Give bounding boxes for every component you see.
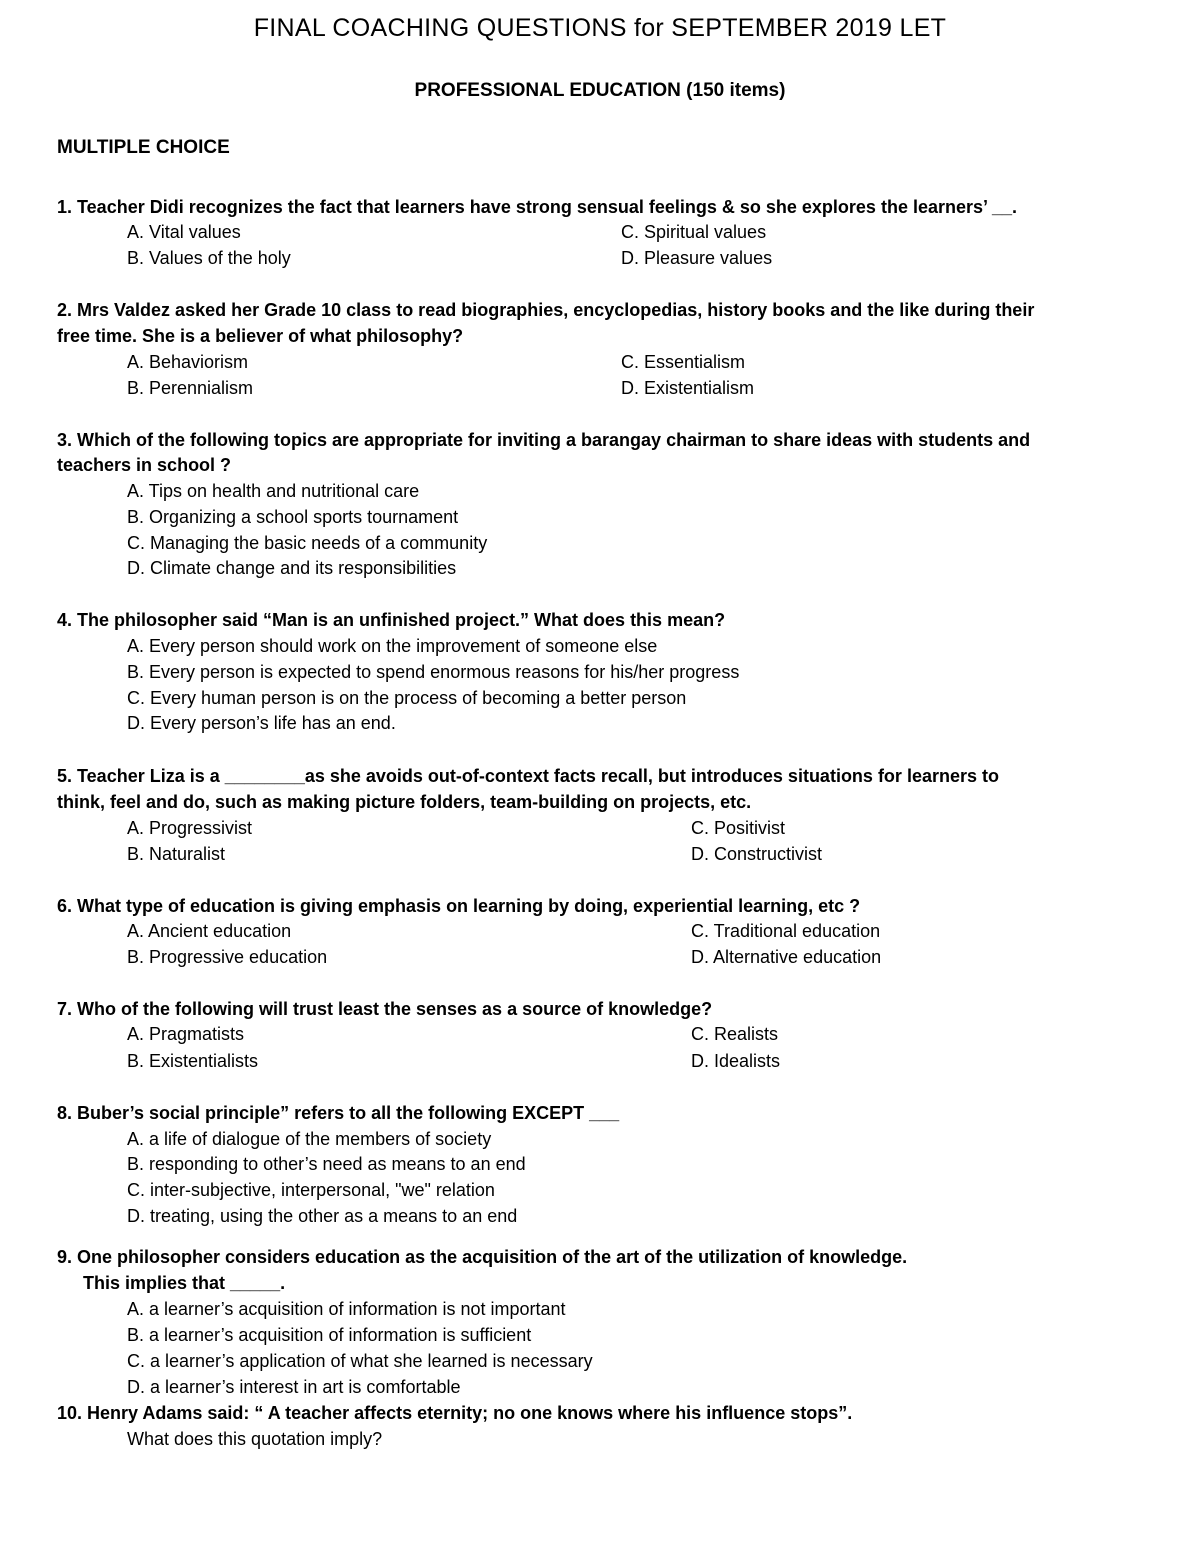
question-3-option-b: B. Organizing a school sports tournament xyxy=(127,507,459,527)
question-3-text-line-2: teachers in school ? xyxy=(57,455,232,475)
question-5-option-b: B. Naturalist xyxy=(127,844,226,864)
question-2-text-line-1: 2. Mrs Valdez asked her Grade 10 class to read biographies, encyclopedias, history books and the like during their xyxy=(57,300,1035,320)
question-7-option-d: D. Idealists xyxy=(691,1051,781,1071)
question-2-option-b: B. Perennialism xyxy=(127,378,254,398)
question-9-text-line-1: 9. One philosopher considers education as the acquisition of the art of the utilization of knowledge. xyxy=(57,1247,908,1267)
question-6-option-c: C. Traditional education xyxy=(691,921,881,941)
question-6-option-b: B. Progressive education xyxy=(127,947,328,967)
question-5-option-c: C. Positivist xyxy=(691,818,786,838)
question-5-option-d: D. Constructivist xyxy=(691,844,823,864)
question-3-option-a: A. Tips on health and nutritional care xyxy=(127,481,420,501)
question-10-followup: What does this quotation imply? xyxy=(127,1429,383,1449)
question-8-text: 8. Buber’s social principle” refers to all the following EXCEPT ___ xyxy=(57,1103,620,1123)
question-9-option-b: B. a learner’s acquisition of information is sufficient xyxy=(127,1325,532,1345)
document-title: FINAL COACHING QUESTIONS for SEPTEMBER 2019 LET xyxy=(253,14,947,42)
question-3-option-c: C. Managing the basic needs of a community xyxy=(127,533,488,553)
question-5-text-line-1: 5. Teacher Liza is a ________as she avoids out-of-context facts recall, but introduces situations for learners to xyxy=(57,766,999,786)
question-4-option-b: B. Every person is expected to spend enormous reasons for his/her progress xyxy=(127,662,740,682)
question-4-option-d: D. Every person’s life has an end. xyxy=(127,713,396,733)
question-9-text-line-2: This implies that _____. xyxy=(83,1273,286,1293)
question-1-text: 1. Teacher Didi recognizes the fact that learners have strong sensual feelings & so she explores the learners’ __. xyxy=(57,197,1018,217)
question-8-option-b: B. responding to other’s need as means to an end xyxy=(127,1154,526,1174)
question-6-option-d: D. Alternative education xyxy=(691,947,882,967)
question-1-option-d: D. Pleasure values xyxy=(621,248,773,268)
question-2-text-line-2: free time. She is a believer of what philosophy? xyxy=(57,326,464,346)
question-3-text-line-1: 3. Which of the following topics are appropriate for inviting a barangay chairman to share ideas with students and xyxy=(57,430,1031,450)
question-9-option-c: C. a learner’s application of what she learned is necessary xyxy=(127,1351,593,1371)
question-7-option-c: C. Realists xyxy=(691,1024,779,1044)
question-2-option-a: A. Behaviorism xyxy=(127,352,249,372)
question-8-option-c: C. inter-subjective, interpersonal, "we" relation xyxy=(127,1180,495,1200)
question-7-option-a: A. Pragmatists xyxy=(127,1024,245,1044)
question-7-text: 7. Who of the following will trust least the senses as a source of knowledge? xyxy=(57,999,713,1019)
question-7-option-b: B. Existentialists xyxy=(127,1051,259,1071)
question-4-text: 4. The philosopher said “Man is an unfinished project.” What does this mean? xyxy=(57,610,726,630)
question-1-option-c: C. Spiritual values xyxy=(621,222,767,242)
question-4-option-a: A. Every person should work on the improvement of someone else xyxy=(127,636,658,656)
question-2-option-c: C. Essentialism xyxy=(621,352,746,372)
section-heading: MULTIPLE CHOICE xyxy=(57,137,230,158)
question-6-option-a: A. Ancient education xyxy=(127,921,292,941)
question-5-option-a: A. Progressivist xyxy=(127,818,253,838)
question-5-text-line-2: think, feel and do, such as making picture folders, team-building on projects, etc. xyxy=(57,792,752,812)
question-4-option-c: C. Every human person is on the process of becoming a better person xyxy=(127,688,687,708)
question-2-option-d: D. Existentialism xyxy=(621,378,755,398)
question-1-option-b: B. Values of the holy xyxy=(127,248,291,268)
question-9-option-a: A. a learner’s acquisition of information is not important xyxy=(127,1299,566,1319)
question-6-text: 6. What type of education is giving emphasis on learning by doing, experiential learning, etc ? xyxy=(57,896,861,916)
question-10-text: 10. Henry Adams said: “ A teacher affects eternity; no one knows where his influence stops”. xyxy=(57,1403,853,1423)
question-8-option-a: A. a life of dialogue of the members of society xyxy=(127,1129,492,1149)
document-subtitle: PROFESSIONAL EDUCATION (150 items) xyxy=(414,80,786,101)
question-9-option-d: D. a learner’s interest in art is comfortable xyxy=(127,1377,461,1397)
question-3-option-d: D. Climate change and its responsibilities xyxy=(127,558,457,578)
question-1-option-a: A. Vital values xyxy=(127,222,241,242)
question-8-option-d: D. treating, using the other as a means to an end xyxy=(127,1206,518,1226)
